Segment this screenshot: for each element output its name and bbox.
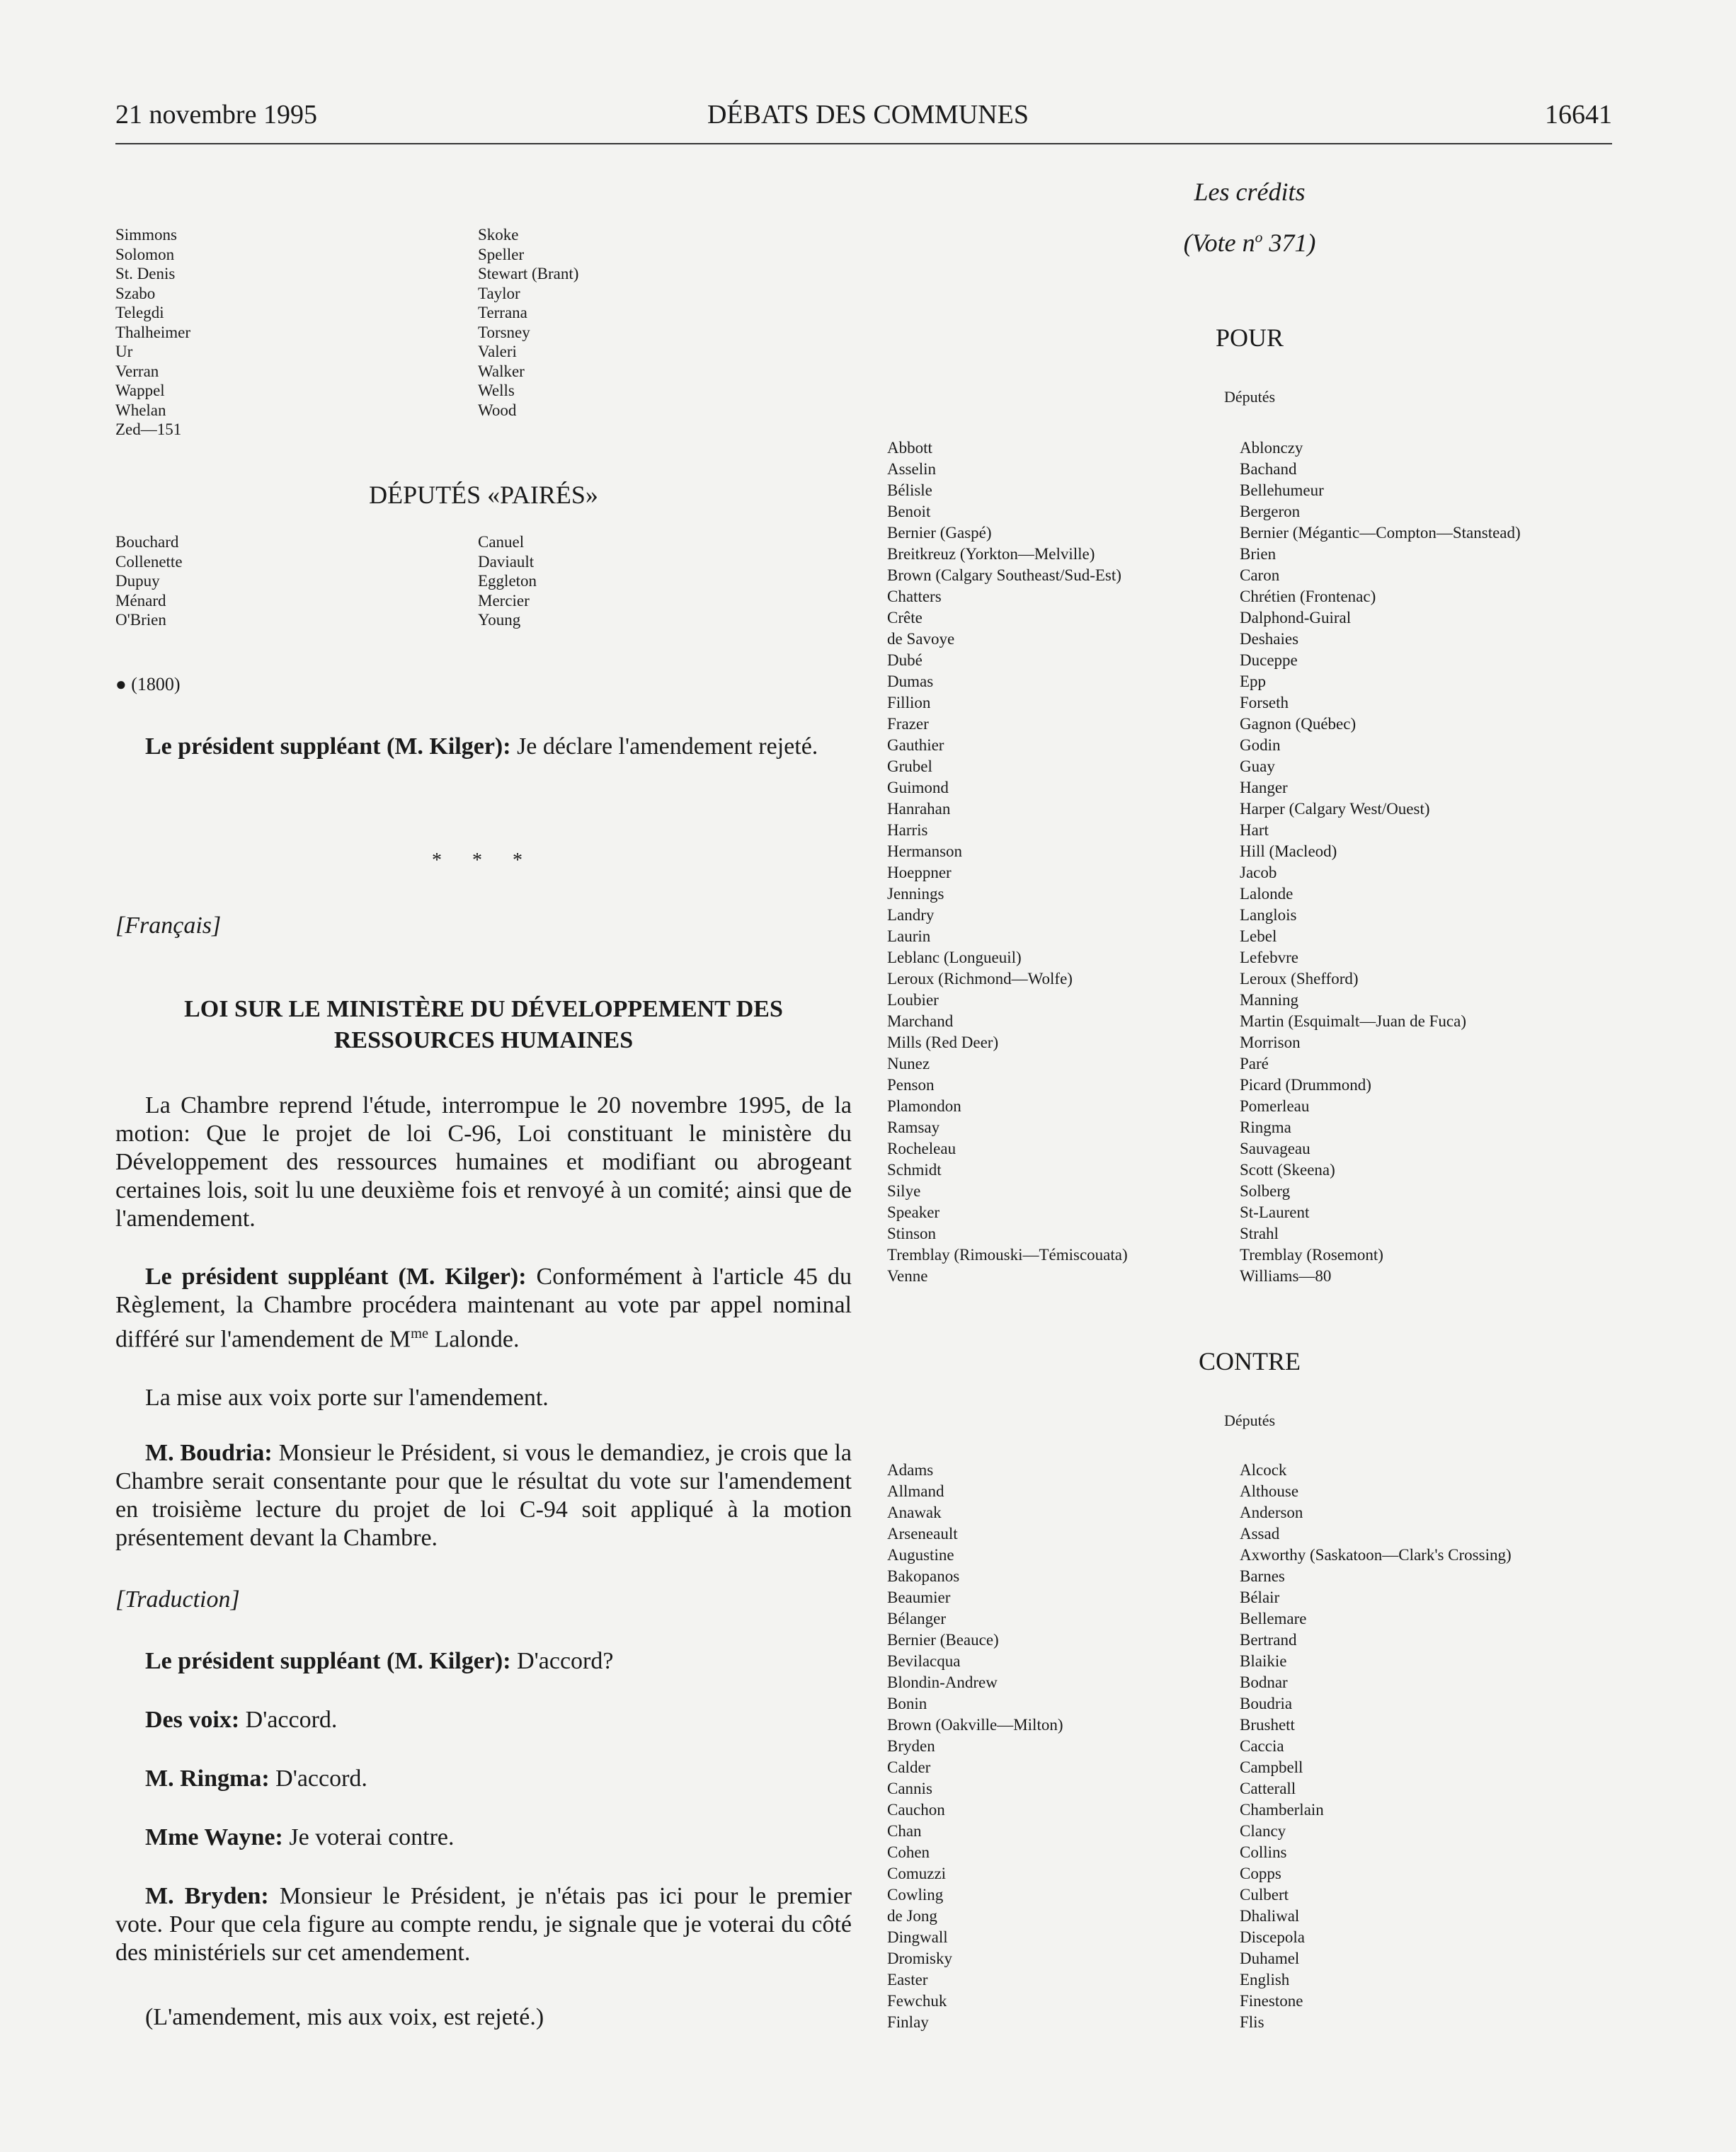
list-item: Williams—80	[1240, 1267, 1332, 1285]
list-item: Anawak	[887, 1504, 942, 1521]
list-item: Walker	[478, 362, 525, 380]
list-item: Rocheleau	[887, 1140, 956, 1157]
list-item: Lebel	[1240, 927, 1277, 945]
text-8: D'accord.	[269, 1765, 367, 1792]
paragraph-8	[115, 1765, 852, 1793]
list-item: Duhamel	[1240, 1950, 1300, 1967]
list-item: Lefebvre	[1240, 949, 1298, 966]
list-item: Assad	[1240, 1525, 1280, 1543]
pour-list-a	[887, 437, 1128, 1287]
list-item: Wood	[478, 401, 517, 419]
list-item: Axworthy (Saskatoon—Clark's Crossing)	[1240, 1546, 1512, 1564]
list-item: Brien	[1240, 545, 1277, 563]
list-item: Cauchon	[887, 1801, 945, 1819]
list-item: Sauvageau	[1240, 1140, 1310, 1157]
list-item: Wappel	[115, 382, 165, 399]
list-item: Blondin-Andrew	[887, 1673, 998, 1691]
list-item: Guimond	[887, 779, 949, 796]
list-item: Bellehumeur	[1240, 481, 1324, 499]
list-item: Anderson	[1240, 1504, 1303, 1521]
paragraph-3	[115, 1263, 852, 1353]
list-item: Augustine	[887, 1546, 954, 1564]
list-item: Bakopanos	[887, 1567, 960, 1585]
list-item: Asselin	[887, 460, 936, 478]
list-item: Chan	[887, 1822, 922, 1840]
paired-list-b	[478, 532, 537, 630]
speaker-6: Le président suppléant (M. Kilger):	[145, 1648, 511, 1674]
list-item: Campbell	[1240, 1758, 1303, 1776]
list-item: Leroux (Shefford)	[1240, 970, 1359, 988]
pour-list-b	[1240, 437, 1521, 1287]
list-item: Crête	[887, 609, 923, 626]
list-item: St-Laurent	[1240, 1203, 1310, 1221]
paragraph-6	[115, 1647, 852, 1676]
text-3: Conformément à l'article 45 du Règlement, la Chambre procédera maintenant au vote par appel nominal différé sur l'amendement de M	[115, 1264, 852, 1353]
list-item: Valeri	[478, 343, 517, 360]
left-names-list-a	[115, 225, 190, 440]
list-item: St. Denis	[115, 265, 176, 282]
list-item: Laurin	[887, 927, 931, 945]
list-item: Dubé	[887, 651, 923, 669]
list-item: Bonin	[887, 1695, 927, 1712]
list-item: Collins	[1240, 1843, 1287, 1861]
list-item: Canuel	[478, 533, 525, 551]
list-item: de Savoye	[887, 630, 955, 648]
contre-list-a	[887, 1460, 1063, 2033]
paired-list-a	[115, 532, 183, 630]
list-item: Marchand	[887, 1012, 954, 1030]
paragraph-2: La Chambre reprend l'étude, interrompue le 20 novembre 1995, de la motion: Que le projet de loi C-96, Loi constituant le ministère du Développement des ressources humaines et modifiant ou abrogeant certaines lois, soit lu une deuxième fois et renvoyé à un comité; ainsi que de l'amendement.	[115, 1092, 852, 1232]
speaker-9: Mme Wayne:	[145, 1824, 283, 1850]
header-date: 21 novembre 1995	[115, 100, 317, 130]
list-item: English	[1240, 1971, 1290, 1988]
list-item: Morrison	[1240, 1034, 1301, 1051]
list-item: Chamberlain	[1240, 1801, 1324, 1819]
credits-title: Les crédits	[1194, 178, 1306, 206]
list-item: Gauthier	[887, 736, 944, 754]
list-item: Telegdi	[115, 304, 164, 321]
list-item: Ramsay	[887, 1118, 940, 1136]
text-1: Je déclare l'amendement rejeté.	[510, 733, 818, 760]
list-item: Deshaies	[1240, 630, 1299, 648]
list-item: Bernier (Beauce)	[887, 1631, 999, 1649]
list-item: Ménard	[115, 591, 166, 609]
list-item: Silye	[887, 1182, 921, 1200]
list-item: Dromisky	[887, 1950, 952, 1967]
list-item: Ringma	[1240, 1118, 1291, 1136]
paragraph-7	[115, 1706, 852, 1734]
paragraph-10	[115, 1882, 852, 1967]
list-item: Fillion	[887, 694, 931, 711]
speaker-7: Des voix:	[145, 1707, 240, 1733]
list-item: Whelan	[115, 401, 166, 419]
list-item: Mercier	[478, 591, 530, 609]
list-item: Caccia	[1240, 1737, 1284, 1755]
text-7: D'accord.	[239, 1707, 338, 1733]
list-item: Brown (Oakville—Milton)	[887, 1716, 1063, 1734]
list-item: Forseth	[1240, 694, 1289, 711]
speaker-8: M. Ringma:	[145, 1765, 270, 1792]
list-item: Young	[478, 611, 521, 629]
list-item: Clancy	[1240, 1822, 1286, 1840]
list-item: Stinson	[887, 1225, 937, 1242]
list-item: Hanrahan	[887, 800, 951, 818]
paragraph-9	[115, 1824, 852, 1852]
list-item: Brown (Calgary Southeast/Sud-Est)	[887, 566, 1121, 584]
list-item: Bélair	[1240, 1589, 1280, 1606]
list-item: Strahl	[1240, 1225, 1279, 1242]
list-item: Hoeppner	[887, 864, 952, 881]
list-item: Frazer	[887, 715, 929, 733]
text-9: Je voterai contre.	[282, 1824, 455, 1850]
list-item: Tremblay (Rimouski—Témiscouata)	[887, 1246, 1128, 1264]
list-item: Picard (Drummond)	[1240, 1076, 1371, 1094]
list-item: Wells	[478, 382, 515, 399]
list-item: Allmand	[887, 1482, 944, 1500]
text-5: Monsieur le Président, si vous le demandiez, je crois que la Chambre serait consentante pour que le résultat du vote sur l'amendement en troisième lecture du projet de loi C-94 soit appliqué à la motion présentement devant la Chambre.	[115, 1440, 852, 1551]
list-item: Cohen	[887, 1843, 930, 1861]
list-item: Torsney	[478, 323, 530, 341]
list-item: Schmidt	[887, 1161, 942, 1179]
list-item: Duceppe	[1240, 651, 1298, 669]
list-item: Landry	[887, 906, 935, 924]
list-item: Stewart (Brant)	[478, 265, 579, 282]
list-item: Speaker	[887, 1203, 940, 1221]
list-item: Eggleton	[478, 572, 537, 590]
text-3-tail: Lalonde.	[428, 1326, 520, 1353]
list-item: Godin	[1240, 736, 1281, 754]
list-item: Bernier (Mégantic—Compton—Stanstead)	[1240, 524, 1521, 542]
list-item: Harris	[887, 821, 928, 839]
contre-list-b	[1240, 1460, 1512, 2033]
list-item: Caron	[1240, 566, 1280, 584]
list-item: Alcock	[1240, 1461, 1287, 1479]
bill-heading	[115, 994, 852, 1056]
list-item: Ur	[115, 343, 133, 360]
speaker-1: Le président suppléant (M. Kilger):	[145, 733, 511, 760]
list-item: Paré	[1240, 1055, 1269, 1072]
text-6: D'accord?	[510, 1648, 614, 1674]
section-separator: * * *	[432, 849, 535, 871]
list-item: Speller	[478, 245, 525, 263]
list-item: Comuzzi	[887, 1865, 947, 1882]
page-number: 16641	[1545, 100, 1612, 130]
list-item: Brushett	[1240, 1716, 1295, 1734]
text-10: Monsieur le Président, je n'étais pas ici pour le premier vote. Pour que cela figure au compte rendu, je signale que je voterai du côté des ministériels sur cet amendement.	[115, 1883, 852, 1966]
list-item: Taylor	[478, 284, 520, 302]
list-item: Bertrand	[1240, 1631, 1297, 1649]
time-mark: ● (1800)	[115, 674, 181, 694]
list-item: Abbott	[887, 439, 932, 457]
list-item: O'Brien	[115, 611, 166, 629]
list-item: Cowling	[887, 1886, 944, 1904]
list-item: Dhaliwal	[1240, 1907, 1300, 1925]
list-item: Penson	[887, 1076, 935, 1094]
list-item: Langlois	[1240, 906, 1297, 924]
list-item: Gagnon (Québec)	[1240, 715, 1357, 733]
list-item: Blaikie	[1240, 1652, 1287, 1670]
list-item: Collenette	[115, 552, 183, 571]
list-item: Nunez	[887, 1055, 930, 1072]
list-item: Leblanc (Longueuil)	[887, 949, 1022, 966]
list-item: Flis	[1240, 2013, 1264, 2031]
header-rule	[115, 143, 1612, 144]
list-item: Bélanger	[887, 1610, 947, 1627]
list-item: Venne	[887, 1267, 928, 1285]
list-item: Skoke	[478, 226, 519, 244]
contre-title: CONTRE	[1199, 1347, 1301, 1375]
list-item: Leroux (Richmond—Wolfe)	[887, 970, 1073, 988]
contre-deputes-label: Députés	[1223, 1412, 1276, 1429]
list-item: Easter	[887, 1971, 928, 1988]
list-item: Zed—151	[115, 420, 182, 438]
list-item: Finestone	[1240, 1992, 1303, 2010]
list-item: Pomerleau	[1240, 1097, 1310, 1115]
list-item: Hill (Macleod)	[1240, 842, 1337, 860]
list-item: Dalphond-Guiral	[1240, 609, 1352, 626]
language-french: [Français]	[115, 912, 222, 939]
list-item: Grubel	[887, 757, 932, 775]
bill-heading-line-1: LOI SUR LE MINISTÈRE DU DÉVELOPPEMENT DES	[184, 996, 783, 1022]
list-item: Bachand	[1240, 460, 1297, 478]
list-item: Martin (Esquimalt—Juan de Fuca)	[1240, 1012, 1467, 1030]
list-item: Bevilacqua	[887, 1652, 961, 1670]
list-item: de Jong	[887, 1907, 937, 1925]
list-item: Plamondon	[887, 1097, 961, 1115]
list-item: Bodnar	[1240, 1673, 1288, 1691]
list-item: Lalonde	[1240, 885, 1294, 903]
list-item: Adams	[887, 1461, 934, 1479]
list-item: Ablonczy	[1240, 439, 1303, 457]
list-item: Dupuy	[115, 572, 160, 590]
list-item: Bergeron	[1240, 503, 1301, 520]
paired-title: DÉPUTÉS «PAIRÉS»	[369, 481, 598, 509]
list-item: Bellemare	[1240, 1610, 1307, 1627]
list-item: Cannis	[887, 1780, 932, 1797]
list-item: Jennings	[887, 885, 944, 903]
list-item: Scott (Skeena)	[1240, 1161, 1335, 1179]
list-item: Thalheimer	[115, 323, 191, 341]
list-item: Dumas	[887, 672, 934, 690]
paragraph-4: La mise aux voix porte sur l'amendement.	[145, 1385, 549, 1411]
list-item: Bernier (Gaspé)	[887, 524, 992, 542]
list-item: Simmons	[115, 226, 177, 244]
list-item: Beaumier	[887, 1589, 951, 1606]
speaker-5: M. Boudria:	[145, 1440, 273, 1466]
list-item: Solomon	[115, 245, 175, 263]
list-item: Culbert	[1240, 1886, 1289, 1904]
list-item: Hart	[1240, 821, 1269, 839]
list-item: Calder	[887, 1758, 931, 1776]
list-item: Hanger	[1240, 779, 1288, 796]
list-item: Barnes	[1240, 1567, 1285, 1585]
list-item: Loubier	[887, 991, 939, 1009]
list-item: Chatters	[887, 588, 942, 605]
list-item: Dingwall	[887, 1928, 948, 1946]
list-item: Daviault	[478, 552, 535, 571]
list-item: Bélisle	[887, 481, 932, 499]
list-item: Fewchuk	[887, 1992, 947, 2010]
vote-number: (Vote $n^o$ 371)	[1183, 229, 1316, 257]
list-item: Finlay	[887, 2013, 929, 2031]
list-item: Harper (Calgary West/Ouest)	[1240, 800, 1430, 818]
list-item: Tremblay (Rosemont)	[1240, 1246, 1383, 1264]
list-item: Epp	[1240, 672, 1267, 690]
left-names-list-b	[478, 225, 578, 420]
list-item: Solberg	[1240, 1182, 1291, 1200]
list-item: Verran	[115, 362, 159, 380]
pour-deputes-label: Députés	[1223, 388, 1276, 406]
paragraph-5	[115, 1439, 852, 1552]
list-item: Bouchard	[115, 533, 179, 551]
bill-heading-line-2: RESSOURCES HUMAINES	[333, 1027, 634, 1053]
list-item: Jacob	[1240, 864, 1277, 881]
list-item: Hermanson	[887, 842, 963, 860]
paragraph-1	[115, 733, 852, 761]
paragraph-11: (L'amendement, mis aux voix, est rejeté.)	[145, 2004, 544, 2030]
list-item: Bryden	[887, 1737, 935, 1755]
list-item: Althouse	[1240, 1482, 1299, 1500]
list-item: Chrétien (Frontenac)	[1240, 588, 1376, 605]
language-traduction: [Traduction]	[115, 1586, 240, 1613]
list-item: Manning	[1240, 991, 1299, 1009]
list-item: Copps	[1240, 1865, 1281, 1882]
list-item: Breitkreuz (Yorkton—Melville)	[887, 545, 1095, 563]
list-item: Mills (Red Deer)	[887, 1034, 999, 1051]
list-item: Guay	[1240, 757, 1275, 775]
list-item: Benoit	[887, 503, 931, 520]
text-3-sup: me	[411, 1326, 429, 1341]
list-item: Discepola	[1240, 1928, 1305, 1946]
pour-title: POUR	[1215, 324, 1284, 352]
list-item: Boudria	[1240, 1695, 1293, 1712]
list-item: Szabo	[115, 284, 156, 302]
header-title: DÉBATS DES COMMUNES	[707, 100, 1029, 130]
speaker-3: Le président suppléant (M. Kilger):	[145, 1264, 527, 1290]
speaker-10: M. Bryden:	[145, 1883, 269, 1909]
list-item: Catterall	[1240, 1780, 1296, 1797]
list-item: Terrana	[478, 304, 527, 321]
list-item: Arseneault	[887, 1525, 958, 1543]
